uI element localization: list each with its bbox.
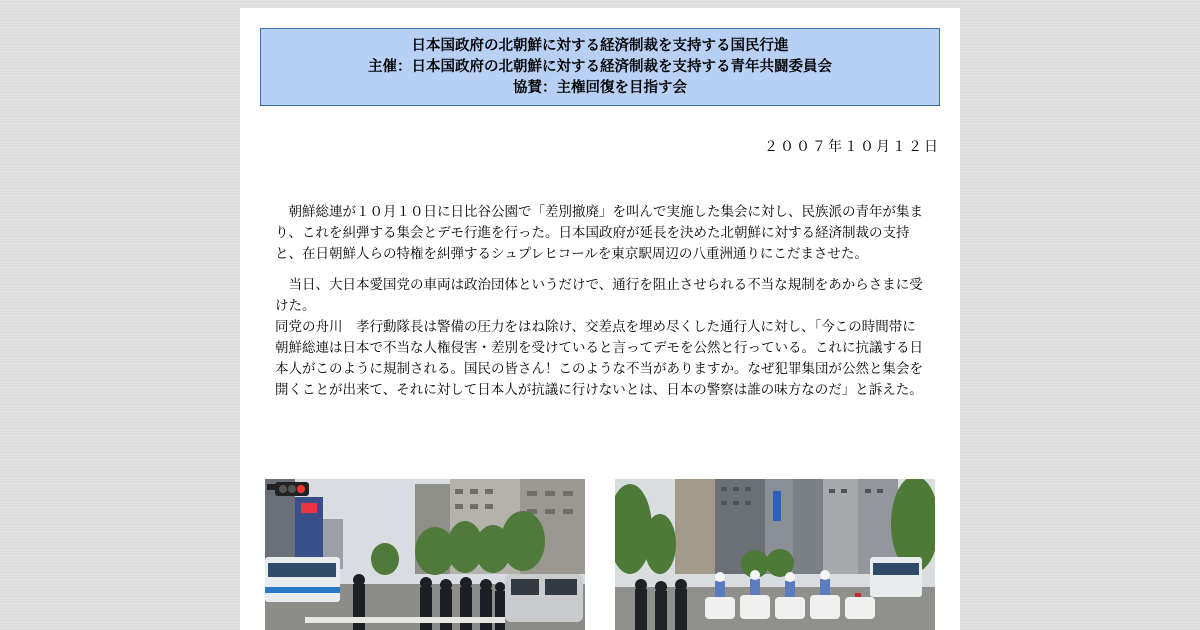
- paragraph-1: 朝鮮総連が１０月１０日に日比谷公園で「差別撤廃」を叫んで実施した集会に対し、民族派の青年が集まり、これを糾弾する集会とデモ行進を行った。日本国政府が延長を決めた北朝鮮に対する経済制裁の支持と、在日朝鮮人らの特権を糾弾するシュプレヒコールを東京駅周辺の八重洲通りにこだまさせた。: [275, 204, 923, 262]
- photo-motorcycle-police: [615, 479, 935, 630]
- title-line-1: 日本国政府の北朝鮮に対する経済制裁を支持する国民行進: [411, 37, 789, 54]
- photo-street-police-bus: [265, 479, 585, 630]
- document-page: [240, 8, 960, 630]
- date: ２００７年１０月１２日: [764, 139, 940, 155]
- paragraph-2: 当日、大日本愛国党の車両は政治団体というだけで、通行を阻止させられる不当な規制をあからさまに受けた。: [275, 277, 923, 314]
- title-box: [260, 28, 940, 106]
- title-line-3: 協賛：主権回復を目指す会: [513, 79, 687, 96]
- title-line-2: 主催：日本国政府の北朝鮮に対する経済制裁を支持する青年共闘委員会: [368, 58, 832, 75]
- paragraph-3: 同党の舟川 孝行動隊長は警備の圧力をはね除け、交差点を埋め尽くした通行人に対し、「今この時間帯に朝鮮総連は日本で不当な人権侵害・差別を受けていると言ってデモを公然と行っている。これに抗議する日本人がこのように規制される。国民の皆さん！このような不当がありますか。なぜ犯罪集団が公然と集会を開くことが出来て、それに対して日本人が抗議に行けないとは、日本の警察は誰の味方なのだ」と訴えた。: [275, 319, 923, 398]
- article-body: [275, 202, 923, 411]
